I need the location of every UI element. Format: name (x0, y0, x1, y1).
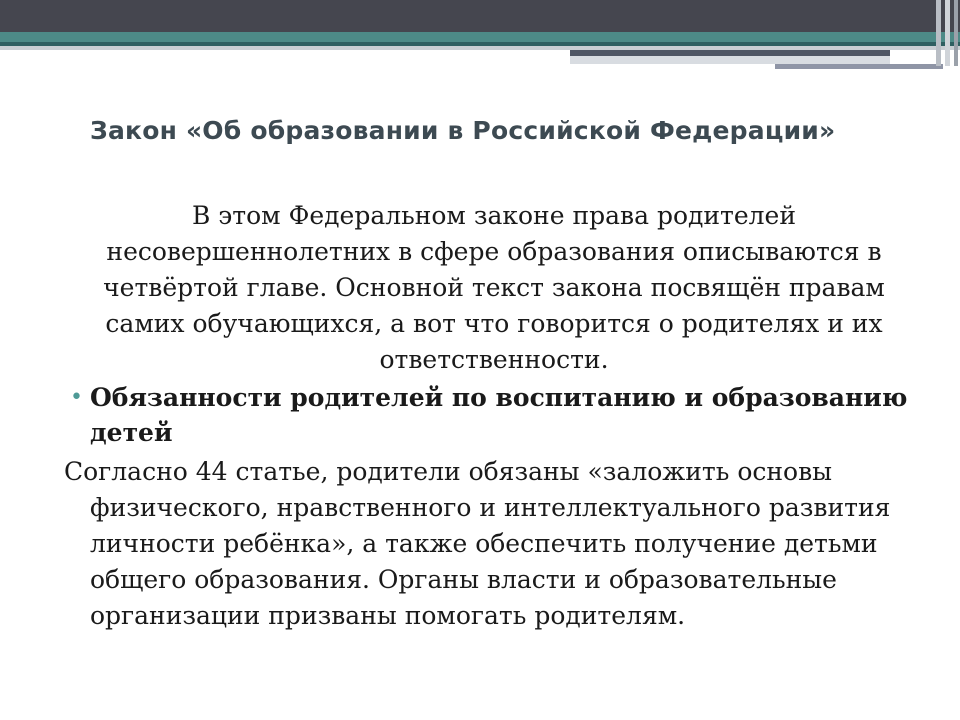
decorative-vertical-line (945, 0, 950, 66)
decorative-bar-light (570, 56, 890, 64)
decorative-vertical-line (954, 0, 958, 66)
intro-paragraph: В этом Федеральном законе права родителей несовершеннолетних в сфере образования описываются в четвёртой главе. Основной текст закона посвящён правам самих обучающихся, а вот что говорится о родителях и их ответственности. (103, 201, 885, 374)
header-band (0, 0, 960, 32)
bullet-text: Обязанности родителей по воспитанию и образованию детей (90, 383, 908, 447)
bullet-item (64, 380, 924, 450)
slide-content (64, 198, 924, 634)
header-accent-stripe (0, 32, 960, 42)
body-paragraph: Согласно 44 статье, родители обязаны «заложить основы физического, нравственного и интеллектуального развития личности ребёнка», а также обеспечить получение детьми общего образования. Органы власти и образовательные организации призваны помогать родителям. (64, 457, 891, 630)
slide-title: Закон «Об образовании в Российской Федерации» (90, 116, 836, 145)
decorative-bar-small (775, 64, 943, 69)
decorative-vertical-line (936, 0, 941, 66)
bullet-dot-icon: • (70, 385, 83, 410)
